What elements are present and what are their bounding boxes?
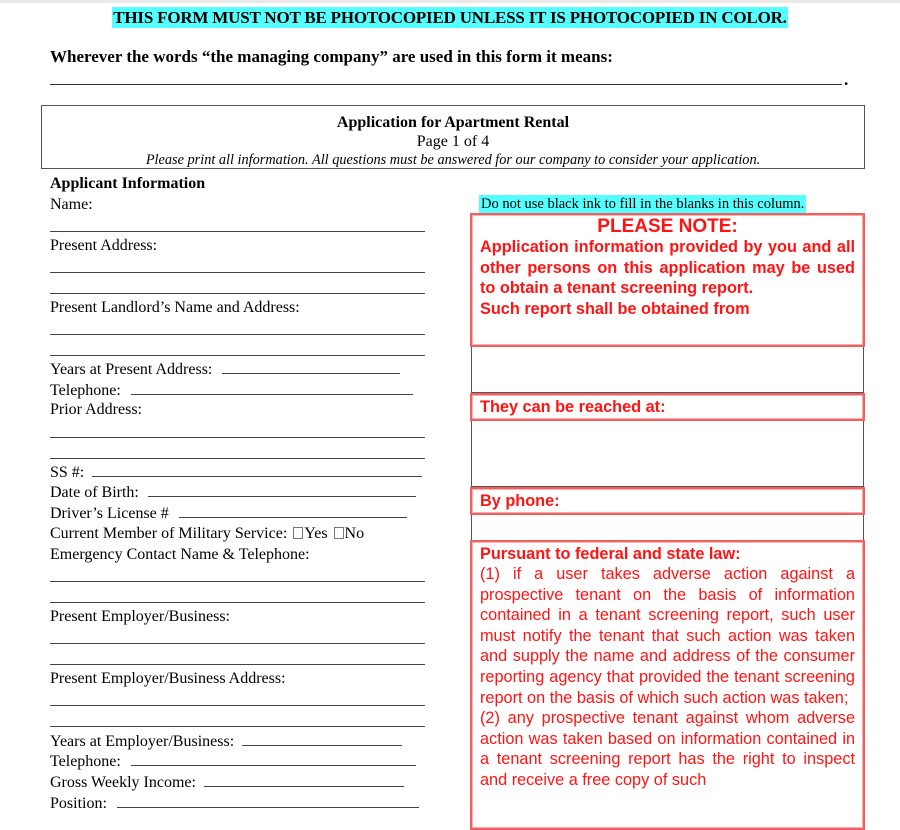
telephone-blank[interactable] [131,381,413,395]
license-row [50,504,407,523]
military-label: Current Member of Military Service: [50,525,288,542]
military-row [50,525,364,543]
ss-blank[interactable] [92,463,422,477]
employer-telephone-label: Telephone: [50,753,121,770]
page-indicator: Page 1 of 4 [416,133,490,150]
position-label: Position: [50,795,107,812]
by-phone-label: By phone: [480,492,560,510]
photocopy-warning [0,8,900,28]
ink-hint: Do not use black ink to fill in the blanks in this column. [481,196,805,212]
section-title: Applicant Information [50,175,206,192]
income-blank[interactable] [204,773,404,787]
federal-law-title: Pursuant to federal and state law: [480,545,741,563]
income-label: Gross Weekly Income: [50,774,196,791]
military-no-label: No [344,525,365,542]
position-blank[interactable] [117,794,419,808]
by-phone-blank[interactable] [471,515,864,541]
form-instructions: Please print all information. All questions must be answered for our company to consider your application. [145,152,761,168]
please-note-body: Application information provided by you and all other persons on this application may be used to obtain a tenant screening report. [480,238,855,298]
years-employer-label: Years at Employer/Business: [50,733,235,750]
reached-at-blank[interactable] [471,421,864,487]
present-address-blank-2[interactable] [50,293,425,294]
managing-company-blank[interactable] [50,84,842,85]
license-label: Driver’s License # [50,505,169,522]
emergency-blank-1[interactable] [50,581,425,582]
employer-telephone-blank[interactable] [131,752,416,766]
federal-law-clause-1: (1) if a user takes adverse action against a prospective tenant on the basis of information contained in a tenant screening report, such user must notify the tenant that such action was taken and supply the name and address of the consumer reporting agency that provided the tenant screening report on the basis of which such action was taken; [480,565,855,707]
military-yes-label: Yes [304,525,328,542]
dob-label: Date of Birth: [50,484,139,501]
employer-address-blank-1[interactable] [50,705,425,706]
military-yes-checkbox[interactable] [293,527,303,539]
present-address-blank-1[interactable] [50,272,425,273]
ss-label: SS #: [50,464,85,481]
dob-blank[interactable] [148,483,416,497]
prior-address-blank-2[interactable] [50,458,425,459]
telephone-label: Telephone: [50,382,121,399]
federal-law-box [470,540,865,830]
employer-address-blank-2[interactable] [50,726,425,727]
telephone-row [50,381,413,400]
emergency-label: Emergency Contact Name & Telephone: [50,546,310,563]
definition-period: . [844,70,849,89]
employer-blank-2[interactable] [50,664,425,665]
income-row [50,773,404,792]
federal-law-clause-2: (2) any prospective tenant against whom adverse action was taken based on information contained in a tenant screening report has the right to inspect and receive a free copy of such [480,709,855,789]
years-present-label: Years at Present Address: [50,361,213,378]
report-source-label: Such report shall be obtained from [480,299,750,318]
military-no-checkbox[interactable] [334,527,344,539]
landlord-blank-1[interactable] [50,334,425,335]
name-blank[interactable] [50,231,425,232]
please-note-box [470,213,865,347]
prior-address-label: Prior Address: [50,401,142,418]
position-row [50,794,419,813]
reached-at-box [470,393,865,421]
emergency-blank-2[interactable] [50,602,425,603]
screening-company-blank[interactable] [471,347,864,393]
license-blank[interactable] [179,504,407,518]
page-top-edge [0,0,900,3]
years-present-blank[interactable] [222,360,400,374]
form-title: Application for Apartment Rental [336,114,570,131]
present-address-label: Present Address: [50,237,158,254]
employer-telephone-row [50,752,416,771]
photocopy-warning-text: THIS FORM MUST NOT BE PHOTOCOPIED UNLESS IT IS PHOTOCOPIED IN COLOR. [113,8,787,27]
years-employer-row [50,732,402,751]
years-present-row [50,360,400,379]
employer-label: Present Employer/Business: [50,608,230,625]
reached-at-label: They can be reached at: [480,398,666,416]
prior-address-blank-1[interactable] [50,437,425,438]
landlord-blank-2[interactable] [50,355,425,356]
employer-address-label: Present Employer/Business Address: [50,670,286,687]
dob-row [50,483,416,502]
please-note-title: PLEASE NOTE: [597,216,738,237]
ss-row [50,463,422,482]
name-label: Name: [50,196,93,213]
years-employer-blank[interactable] [242,732,402,746]
managing-company-definition: Wherever the words “the managing company” are used in this form it means: [50,47,613,66]
landlord-label: Present Landlord’s Name and Address: [50,299,300,316]
by-phone-box [470,487,865,515]
employer-blank-1[interactable] [50,643,425,644]
form-header-box [41,105,865,169]
